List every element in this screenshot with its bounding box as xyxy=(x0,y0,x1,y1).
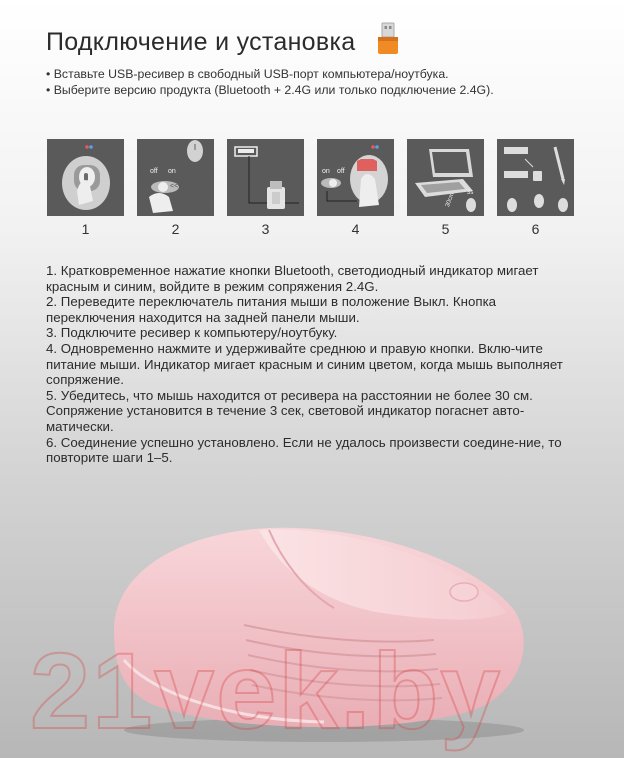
step-6 xyxy=(497,139,574,237)
watermark: 21vek.by xyxy=(30,630,503,751)
instruction-item: 5. Убедитесь, что мышь находится от ресивера на расстоянии не более 30 см. Сопряжение установится в течение 3 сек, световой индикатор погаснет авто-матически. xyxy=(46,387,533,434)
step-number: 3 xyxy=(261,221,270,237)
step-6-card xyxy=(497,139,574,216)
step-1-card xyxy=(47,139,124,216)
step-3-card xyxy=(227,139,304,216)
step-number: 5 xyxy=(441,221,450,237)
instruction-item: 1. Кратковременное нажатие кнопки Bluetooth, светодиодный индикатор мигает красным и синим, войдите в режим сопряжения 2.4G. xyxy=(46,263,539,294)
step-2-card xyxy=(137,139,214,216)
switch-on-label: on xyxy=(322,168,330,175)
slide-arrow-label: <<< xyxy=(170,183,183,190)
step-5-card xyxy=(407,139,484,216)
step-number: 6 xyxy=(531,221,540,237)
timer-label: 3s xyxy=(467,190,474,196)
intro-bullets xyxy=(46,66,494,98)
instruction-item: 2. Переведите переключатель питания мыши в положение Выкл. Кнопка переключения находится на задней панели мыши. xyxy=(46,294,497,325)
switch-off-label: off xyxy=(150,168,158,175)
bullet-item: • Выберите версию продукта (Bluetooth + 2.4G или только подключение 2.4G). xyxy=(46,83,494,97)
step-5 xyxy=(407,139,484,237)
step-number: 1 xyxy=(81,221,90,237)
usb-receiver-icon xyxy=(373,22,403,56)
step-2 xyxy=(137,139,214,237)
step-number: 4 xyxy=(351,221,360,237)
switch-on-label: on xyxy=(168,168,176,175)
instruction-item: 6. Соединение успешно установлено. Если не удалось произвести соедине-ние, то повторите шаги 1–5. xyxy=(46,434,562,466)
step-3 xyxy=(227,139,304,237)
step-number: 2 xyxy=(171,221,180,237)
distance-label: 30cm xyxy=(445,192,456,208)
step-4 xyxy=(317,139,394,237)
instruction-item: 3. Подключите ресивер к компьютеру/ноутбуку. xyxy=(46,325,338,341)
bullet-item: • Вставьте USB-ресивер в свободный USB-порт компьютера/ноутбука. xyxy=(46,67,449,81)
instructions-list xyxy=(46,263,576,466)
step-1 xyxy=(47,139,124,237)
switch-off-label: off xyxy=(337,168,345,175)
instruction-item: 4. Одновременно нажмите и удерживайте среднюю и правую кнопки. Вклю-чите питание мыши. Индикатор мигает красным и синим цветом, когда мышь выполняет сопряжение. xyxy=(46,340,563,388)
page-title: Подключение и установка xyxy=(46,28,356,56)
step-4-card xyxy=(317,139,394,216)
